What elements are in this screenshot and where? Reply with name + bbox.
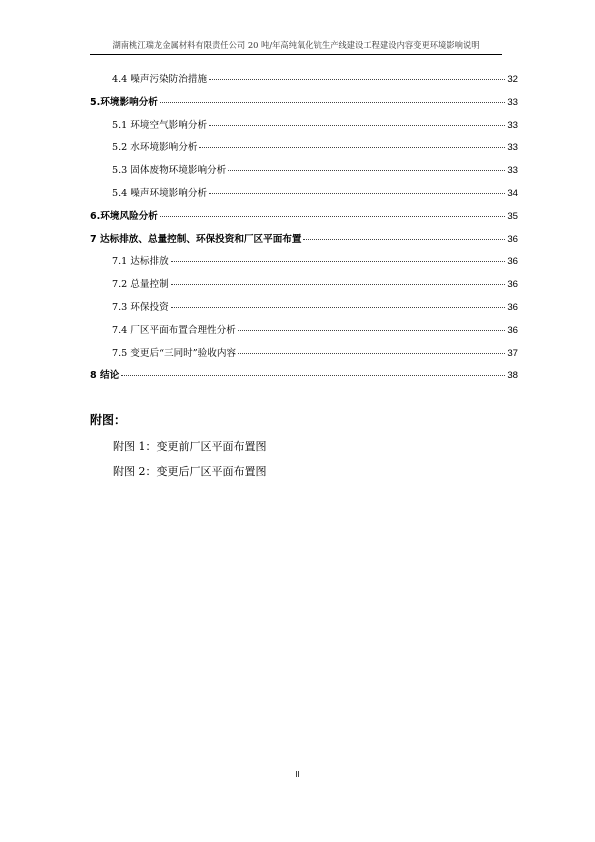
toc-dot-leader [160, 93, 505, 103]
attachment-item-1: 附图 1：变更前厂区平面布置图 [113, 440, 267, 453]
toc-dot-leader [199, 138, 505, 148]
toc-entry-label: 7.5 变更后“三同时”验收内容 [112, 347, 237, 359]
toc-entry-page: 37 [507, 347, 518, 359]
toc-dot-leader [160, 207, 505, 217]
toc-entry-label: 7.2 总量控制 [112, 279, 169, 291]
toc-entry-label: 5.环境影响分析 [90, 96, 158, 108]
toc-dot-leader [238, 344, 505, 354]
toc-entry-label: 6.环境风险分析 [90, 210, 158, 222]
toc-dot-leader [171, 275, 506, 285]
toc-entry-page: 38 [507, 370, 518, 382]
toc-entry-page: 33 [507, 142, 518, 154]
toc-dot-leader [209, 70, 505, 80]
toc-entry[interactable] [90, 231, 518, 247]
toc-entry[interactable] [90, 71, 518, 87]
toc-entry[interactable] [90, 299, 518, 315]
toc-entry-page: 33 [507, 165, 518, 177]
attachment-item-2: 附图 2：变更后厂区平面布置图 [113, 465, 267, 478]
toc-entry[interactable] [90, 139, 518, 155]
toc-entry[interactable] [90, 94, 518, 110]
toc-entry-page: 35 [507, 210, 518, 222]
toc-entry[interactable] [90, 162, 518, 178]
toc-entry-label: 5.4 噪声环境影响分析 [112, 188, 208, 199]
toc-entry-label: 7.1 达标排放 [112, 256, 169, 268]
toc-entry[interactable] [90, 185, 518, 201]
toc-dot-leader [171, 252, 506, 262]
toc-dot-leader [209, 116, 505, 126]
toc-dot-leader [121, 366, 505, 376]
toc-entry[interactable] [90, 367, 518, 383]
toc-entry[interactable] [90, 276, 518, 292]
toc-entry[interactable] [90, 253, 518, 269]
toc-entry-page: 36 [507, 302, 518, 313]
header-rule [90, 54, 502, 55]
toc-entry-label: 8 结论 [90, 370, 120, 382]
toc-entry-page: 36 [507, 233, 518, 245]
toc-dot-leader [209, 184, 505, 194]
toc-entry-page: 34 [507, 188, 518, 199]
toc-dot-leader [303, 230, 505, 240]
toc-entry[interactable] [90, 322, 518, 338]
toc-entry-label: 5.2 水环境影响分析 [112, 142, 198, 154]
toc-entry-page: 33 [507, 119, 518, 131]
toc-entry-page: 36 [507, 256, 518, 268]
page-number: II [295, 770, 300, 779]
toc-entry-page: 36 [507, 279, 518, 291]
toc-entry-label: 7.3 环保投资 [112, 302, 169, 313]
toc-entry[interactable] [90, 117, 518, 133]
toc-entry-label: 5.3 固体废物环境影响分析 [112, 165, 227, 177]
toc-entry-page: 32 [507, 74, 518, 85]
toc-dot-leader [228, 161, 505, 171]
toc-dot-leader [238, 321, 505, 331]
running-header: 湖南桃江瑞龙金属材料有限责任公司 20 吨/年高纯氧化钪生产线建设工程建设内容变更环境影响说明 [112, 40, 480, 50]
toc-entry[interactable] [90, 208, 518, 224]
toc-entry-label: 5.1 环境空气影响分析 [112, 119, 208, 131]
toc-entry[interactable] [90, 345, 518, 361]
toc-dot-leader [171, 298, 506, 308]
toc-entry-page: 36 [507, 324, 518, 336]
toc-entry-label: 7 达标排放、总量控制、环保投资和厂区平面布置 [90, 233, 302, 245]
toc-entry-page: 33 [507, 96, 518, 108]
attachments-title: 附图： [90, 413, 127, 427]
toc-entry-label: 7.4 厂区平面布置合理性分析 [112, 324, 236, 336]
toc-entry-label: 4.4 噪声污染防治措施 [112, 74, 208, 85]
